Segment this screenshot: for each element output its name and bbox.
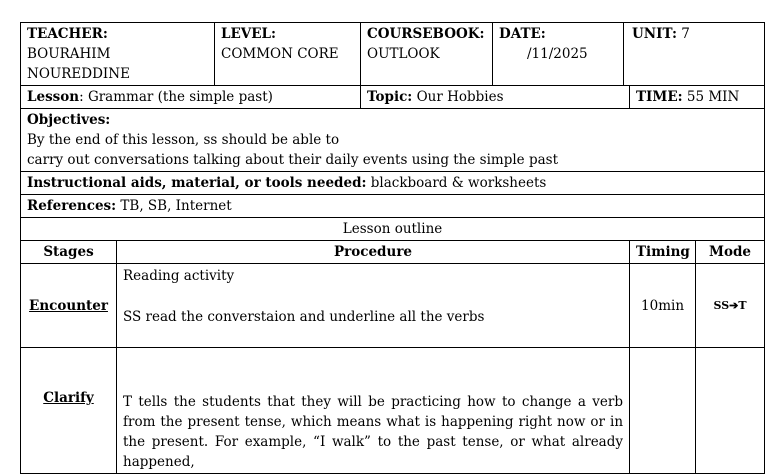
- teacher-label: TEACHER:: [27, 26, 108, 42]
- coursebook-value: OUTLOOK: [367, 46, 440, 62]
- coursebook-label: COURSEBOOK:: [367, 26, 485, 42]
- aids-value: blackboard & worksheets: [366, 175, 547, 191]
- lesson-value: : Grammar (the simple past): [79, 89, 273, 105]
- date-cell: [493, 23, 624, 86]
- references-value: TB, SB, Internet: [116, 198, 232, 214]
- topic-cell: [361, 86, 630, 109]
- objectives-label: Objectives:: [27, 112, 111, 128]
- topic-value: Our Hobbies: [412, 89, 504, 105]
- aids-cell: [21, 172, 765, 195]
- outline-title-row: [21, 218, 765, 241]
- stage-row-clarify: [21, 348, 765, 474]
- procedure-line-2: SS read the converstaion and underline all the verbs: [123, 309, 485, 325]
- time-value: 55 MIN: [682, 89, 740, 105]
- unit-label: UNIT:: [632, 26, 677, 42]
- references-row: [21, 195, 765, 218]
- stage-label-encounter: Encounter: [29, 297, 108, 314]
- unit-cell: [624, 23, 765, 86]
- outline-title: Lesson outline: [21, 218, 765, 241]
- coursebook-cell: [361, 23, 493, 86]
- references-label: References:: [27, 198, 117, 214]
- objectives-line-2: carry out conversations talking about their daily events using the simple past: [27, 152, 558, 168]
- stage-row-encounter: [21, 264, 765, 348]
- lesson-row: [21, 86, 765, 109]
- procedure-cell: T tells the students that they will be practicing how to change a verb from the present tense, which means what is happening right now or in the present. For example, “I walk” to the past tense, or what already happened,: [117, 348, 630, 474]
- mode-cell: [696, 348, 765, 474]
- timing-cell: 10min: [630, 264, 696, 348]
- unit-value: 7: [681, 26, 690, 42]
- procedure-line-1: Reading activity: [123, 268, 235, 284]
- timing-cell: [630, 348, 696, 474]
- date-value: /11/2025: [527, 46, 588, 62]
- objectives-cell: [21, 109, 765, 172]
- teacher-cell: [21, 23, 215, 86]
- date-label: DATE:: [499, 26, 546, 42]
- objectives-line-1: By the end of this lesson, ss should be able to: [27, 132, 340, 148]
- col-header-mode: Mode: [696, 241, 765, 264]
- objectives-row: [21, 109, 765, 172]
- header-row: [21, 23, 765, 86]
- col-header-stages: Stages: [21, 241, 117, 264]
- aids-row: [21, 172, 765, 195]
- lesson-plan: [20, 22, 764, 474]
- level-cell: [215, 23, 361, 86]
- references-cell: [21, 195, 765, 218]
- topic-label: Topic:: [367, 89, 413, 105]
- lesson-cell: [21, 86, 361, 109]
- col-header-timing: Timing: [630, 241, 696, 264]
- col-header-procedure: Procedure: [117, 241, 630, 264]
- level-label: LEVEL:: [221, 26, 277, 42]
- stage-cell: [21, 348, 117, 474]
- time-cell: [630, 86, 765, 109]
- procedure-cell: [117, 264, 630, 348]
- teacher-name: BOURAHIM NOUREDDINE: [27, 46, 130, 82]
- stage-cell: [21, 264, 117, 348]
- stage-label-clarify: Clarify: [43, 390, 94, 406]
- time-label: TIME:: [636, 89, 683, 105]
- lesson-plan-table: [20, 22, 765, 474]
- level-value: COMMON CORE: [221, 46, 339, 62]
- mode-cell: SS➔T: [696, 264, 765, 348]
- lesson-label: Lesson: [27, 89, 80, 105]
- outline-header-row: [21, 241, 765, 264]
- aids-label: Instructional aids, material, or tools needed:: [27, 175, 367, 191]
